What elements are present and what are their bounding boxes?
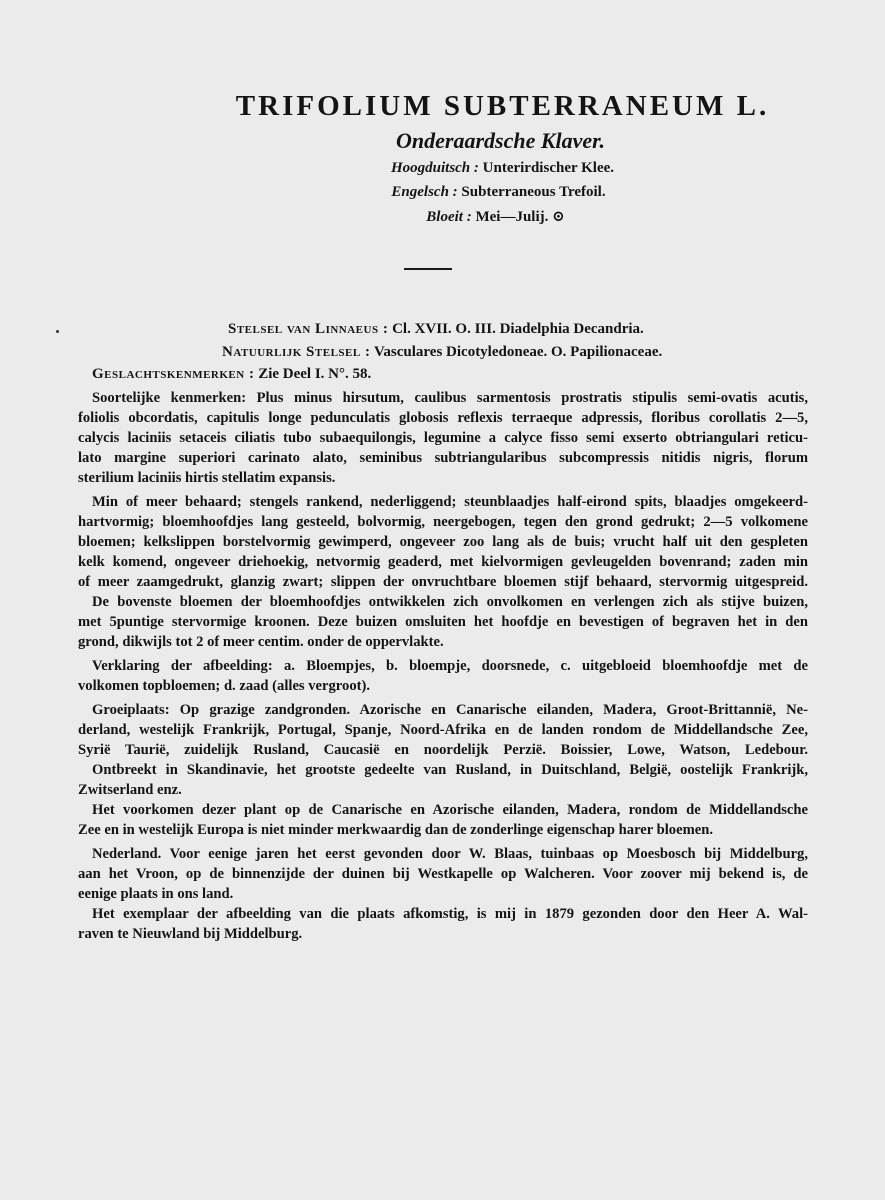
flowering-value: Mei—Julij. ⊙ <box>475 209 565 225</box>
natural-system-line <box>222 344 662 361</box>
genus-characteristics-line <box>92 366 371 383</box>
dutch-common-name: Onderaardsche Klaver. <box>396 128 605 153</box>
german-name-line <box>0 160 885 177</box>
text-line: aan het Vroon, op de binnenzijde der duinen bij Westkapelle op Walcheren. Voor zoover mij bekend is, de <box>78 866 808 882</box>
genus-label: Geslachtskenmerken : <box>92 366 255 382</box>
genus-value: Zie Deel I. N°. 58. <box>258 366 372 382</box>
english-name-value: Subterraneous Trefoil. <box>461 184 606 200</box>
linnaeus-system-line <box>228 321 644 338</box>
linnaeus-value: Cl. XVII. O. III. Diadelphia Decandria. <box>392 321 644 337</box>
text-line: kelk komend, ongeveer driehoekig, netvormig geaderd, met kielvormigen gevleugelden bovenrand; zaden min <box>78 554 808 570</box>
text-line: Het exemplaar der afbeelding van die plaats afkomstig, is mij in 1879 gezonden door den Heer A. Wal- <box>92 906 808 922</box>
english-name-label: Engelsch : <box>391 184 458 200</box>
text-line: Groeiplaats: Op grazige zandgronden. Azorische en Canarische eilanden, Madera, Groot-Brittannië, Ne- <box>92 702 808 718</box>
german-name-label: Hoogduitsch : <box>390 160 479 176</box>
species-title: TRIFOLIUM SUBTERRANEUM L. <box>235 90 770 122</box>
text-line: Het voorkomen dezer plant op de Canarische en Azorische eilanden, Madera, rondom de Middellandsche <box>92 802 808 818</box>
text-line: grond, dikwijls tot 2 of meer centim. onder de oppervlakte. <box>78 634 444 650</box>
margin-mark <box>56 330 59 333</box>
german-name-value: Unterirdischer Klee. <box>482 160 615 176</box>
natural-system-label: Natuurlijk Stelsel : <box>222 344 371 360</box>
description-body <box>78 388 808 944</box>
text-line: bloemen; kelkslippen borstelvormig gewimperd, ongeveer zoo lang als de buis; vrucht half uit den gespleten <box>78 534 808 550</box>
linnaeus-label: Stelsel van Linnaeus : <box>228 321 389 337</box>
text-line: foliolis obcordatis, capitulis longe pedunculatis globosis reflexis terraeque adpressis, floribus corollatis 2—5, <box>78 410 808 426</box>
text-line: Soortelijke kenmerken: Plus minus hirsutum, caulibus sarmentosis prostratis stipulis semi-ovatis acutis, <box>92 390 808 406</box>
english-name-line <box>0 184 885 201</box>
text-line: Zwitserland enz. <box>78 782 182 798</box>
text-line: sterilium laciniis hirtis stellatim expansis. <box>78 470 336 486</box>
text-line: hartvormig; bloemhoofdjes lang gesteeld, bolvormig, neergebogen, tegen den grond gedrukt; 2—5 volkomene <box>78 514 808 530</box>
text-line: Zee en in westelijk Europa is niet minder merkwaardig dan de zonderlinge eigenschap harer bloemen. <box>78 822 713 838</box>
text-line: raven te Nieuwland bij Middelburg. <box>78 926 303 942</box>
text-line: Verklaring der afbeelding: a. Bloempjes, b. bloempje, doorsnede, c. uitgebloeid bloemhoofdje met de <box>92 658 808 674</box>
flowering-line <box>0 207 885 226</box>
flowering-label: Bloeit : <box>426 209 472 225</box>
text-line: eenige plaats in ons land. <box>78 886 234 902</box>
text-line: of meer zaamgedrukt, glanzig zwart; slippen der onvruchtbare bloemen stijf behaard, stervormig uitgespreid. <box>78 574 808 590</box>
text-line: met 5puntige stervormige kroonen. Deze buizen omsluiten het hoofdje en bevestigen of begraven het in den <box>78 614 808 630</box>
text-line: Syrië Taurië, zuidelijk Rusland, Caucasië en noordelijk Perzië. Boissier, Lowe, Watson, Ledebour. <box>78 742 808 758</box>
text-line: derland, westelijk Frankrijk, Portugal, Spanje, Noord-Afrika en de landen rondom de Middellandsche Zee, <box>78 722 808 738</box>
text-line: lato margine superiori carinato alato, seminibus subtriangularibus subcompressis nitidis nigris, florum <box>78 450 808 466</box>
text-line: calycis laciniis setaceis ciliatis tubo subaequilongis, legumine a calyce fisso semi exserto obtriangulari reticu- <box>78 430 808 446</box>
text-line: Min of meer behaard; stengels rankend, nederliggend; steunblaadjes half-eirond spits, blaadjes omgekeerd- <box>92 494 808 510</box>
divider-rule <box>404 268 452 270</box>
natural-system-value: Vasculares Dicotyledoneae. O. Papilionaceae. <box>373 344 663 360</box>
text-line: De bovenste bloemen der bloemhoofdjes ontwikkelen zich onvolkomen en verlengen zich als stijve buizen, <box>92 594 808 610</box>
text-line: Nederland. Voor eenige jaren het eerst gevonden door W. Blaas, tuinbaas op Moesbosch bij Middelburg, <box>92 846 808 862</box>
text-line: Ontbreekt in Skandinavie, het grootste gedeelte van Rusland, in Duitschland, België, oostelijk Frankrijk, <box>92 762 808 778</box>
text-line: volkomen topbloemen; d. zaad (alles vergroot). <box>78 678 370 694</box>
